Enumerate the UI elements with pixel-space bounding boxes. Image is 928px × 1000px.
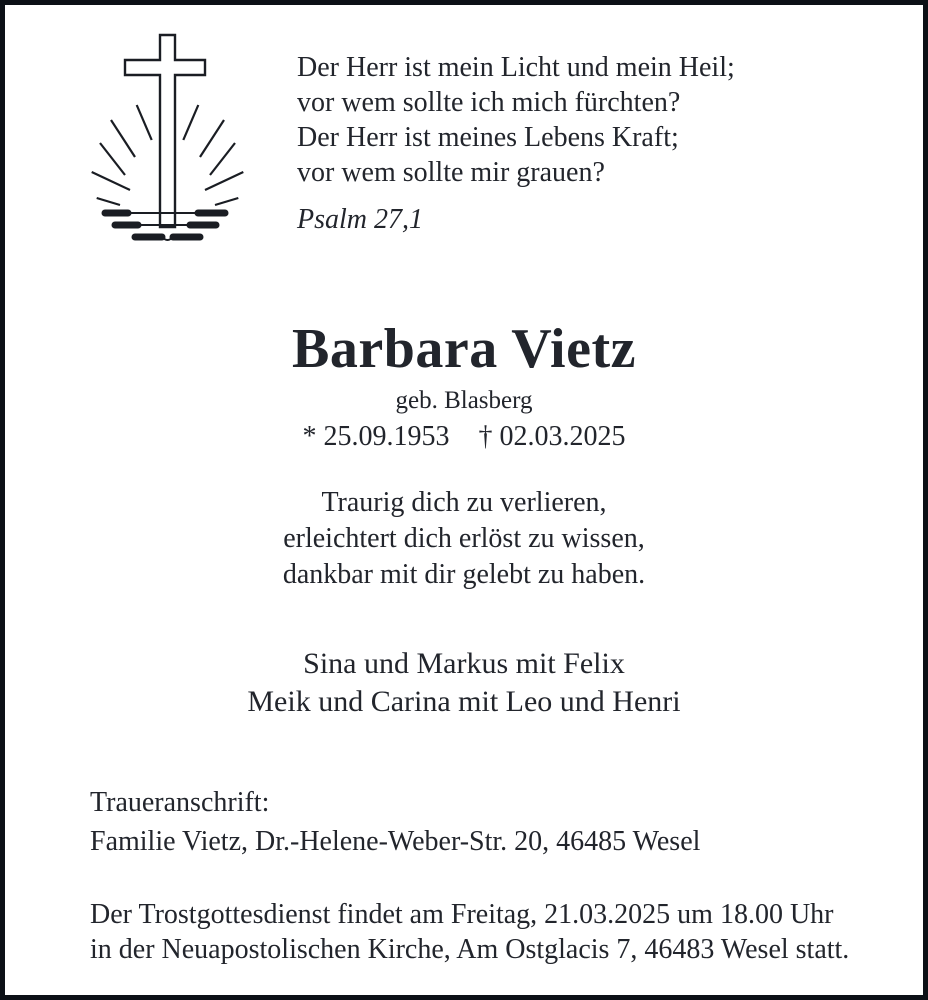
psalm-source: Psalm 27,1 <box>297 204 423 235</box>
mourners-line-1: Sina und Markus mit Felix <box>303 647 625 680</box>
service-info-line-2: in der Neuapostolischen Kirche, Am Ostglacis 7, 46483 Wesel statt. <box>90 934 850 965</box>
death-date: † 02.03.2025 <box>478 421 626 452</box>
birth-date: * 25.09.1953 <box>302 421 450 452</box>
mourners-line-2: Meik und Carina mit Leo und Henri <box>247 685 681 718</box>
condolence-address <box>90 783 700 861</box>
psalm-line-3: Der Herr ist meines Lebens Kraft; <box>297 122 679 153</box>
cross-sunrise-over-water-icon <box>85 27 250 249</box>
condolence-address-label: Traueranschrift: <box>90 787 270 818</box>
life-dates <box>5 423 923 451</box>
verse-line-3: dankbar mit dir gelebt zu haben. <box>282 559 646 590</box>
service-info <box>90 897 849 967</box>
condolence-address-value: Familie Vietz, Dr.-Helene-Weber-Str. 20, 46485 Wesel <box>90 826 701 857</box>
maiden-name: geb. Blasberg <box>395 387 533 414</box>
verse-line-2: erleichtert dich erlöst zu wissen, <box>283 523 645 554</box>
verse-line-1: Traurig dich zu verlieren, <box>321 487 607 518</box>
psalm-line-1: Der Herr ist mein Licht und mein Heil; <box>297 52 735 83</box>
psalm-line-4: vor wem sollte mir grauen? <box>297 157 605 188</box>
service-info-line-1: Der Trostgottesdienst findet am Freitag, 21.03.2025 um 18.00 Uhr <box>90 899 834 930</box>
deceased-name: Barbara Vietz <box>292 318 636 380</box>
mourners-list <box>5 645 923 721</box>
psalm-quote <box>297 50 735 237</box>
psalm-line-2: vor wem sollte ich mich fürchten? <box>297 87 681 118</box>
memorial-verse <box>5 485 923 593</box>
